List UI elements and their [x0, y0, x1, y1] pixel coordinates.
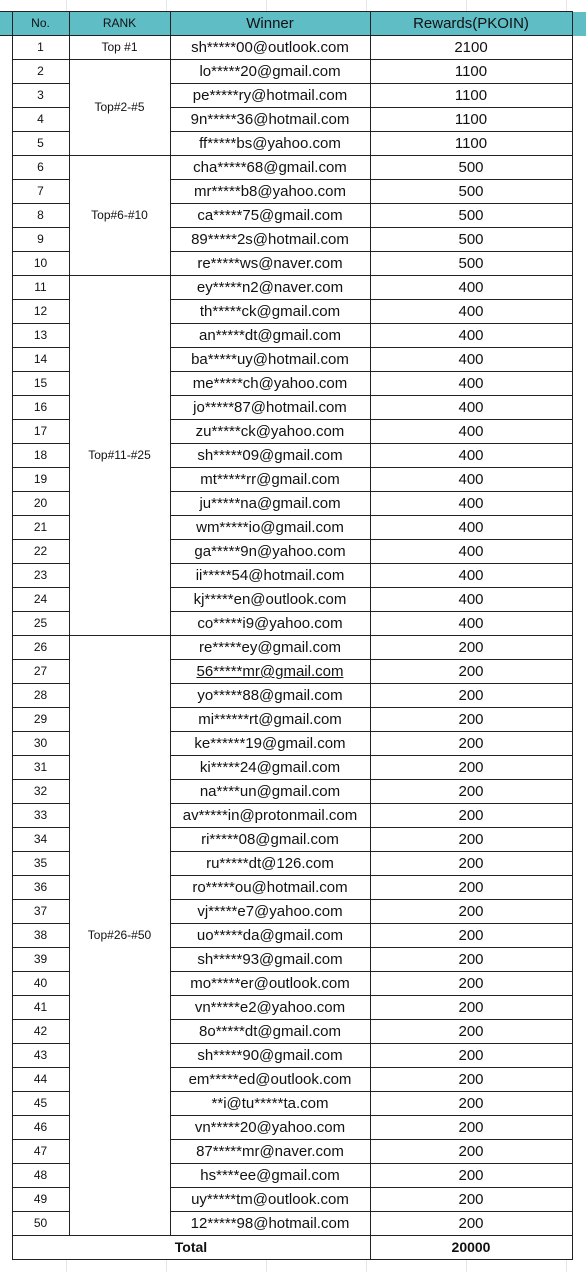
cell-reward[interactable]: 200: [370, 996, 572, 1020]
row-spacer: [572, 1116, 586, 1140]
cell-reward[interactable]: 1100: [370, 132, 572, 156]
cell-no[interactable]: 37: [12, 900, 69, 924]
cell-winner[interactable]: uy*****tm@outlook.com: [170, 1188, 370, 1212]
cell-no[interactable]: 13: [12, 324, 69, 348]
cell-winner[interactable]: hs****ee@gmail.com: [170, 1164, 370, 1188]
cell-no[interactable]: 2: [12, 60, 69, 84]
row-lead-cell: [0, 180, 12, 204]
cell-reward[interactable]: 400: [370, 492, 572, 516]
row-lead-cell: [0, 900, 12, 924]
row-spacer: [572, 1020, 586, 1044]
cell-no[interactable]: 38: [12, 924, 69, 948]
row-lead-cell: [0, 876, 12, 900]
cell-winner[interactable]: 89*****2s@hotmail.com: [170, 228, 370, 252]
header-rank[interactable]: RANK: [69, 12, 170, 36]
cell-reward[interactable]: 200: [370, 1188, 572, 1212]
row-spacer: [572, 1092, 586, 1116]
cell-winner[interactable]: ru*****dt@126.com: [170, 852, 370, 876]
cell-no[interactable]: 21: [12, 516, 69, 540]
cell-winner[interactable]: vn*****20@yahoo.com: [170, 1116, 370, 1140]
cell-no[interactable]: 7: [12, 180, 69, 204]
cell-winner[interactable]: yo*****88@gmail.com: [170, 684, 370, 708]
cell-winner[interactable]: re*****ws@naver.com: [170, 252, 370, 276]
row-lead-cell: [0, 852, 12, 876]
cell-winner[interactable]: mo*****er@outlook.com: [170, 972, 370, 996]
cell-winner[interactable]: mt*****rr@gmail.com: [170, 468, 370, 492]
row-spacer: [572, 276, 586, 300]
row-lead-cell: [0, 780, 12, 804]
row-spacer: [572, 1212, 586, 1236]
cell-no[interactable]: 18: [12, 444, 69, 468]
total-value[interactable]: 20000: [370, 1236, 572, 1260]
row-spacer: [572, 900, 586, 924]
cell-winner[interactable]: mr*****b8@yahoo.com: [170, 180, 370, 204]
row-spacer: [572, 516, 586, 540]
row-spacer: [572, 852, 586, 876]
cell-no[interactable]: 34: [12, 828, 69, 852]
cell-reward[interactable]: 400: [370, 444, 572, 468]
cell-winner[interactable]: ba*****uy@hotmail.com: [170, 348, 370, 372]
table-footer: [0, 1236, 586, 1260]
row-lead-cell: [0, 324, 12, 348]
cell-reward[interactable]: 200: [370, 684, 572, 708]
cell-winner[interactable]: 9n*****36@hotmail.com: [170, 108, 370, 132]
cell-no[interactable]: 46: [12, 1116, 69, 1140]
cell-reward[interactable]: 1100: [370, 84, 572, 108]
row-lead-cell: [0, 516, 12, 540]
cell-no[interactable]: 6: [12, 156, 69, 180]
cell-winner[interactable]: co*****i9@yahoo.com: [170, 612, 370, 636]
cell-winner[interactable]: vj*****e7@yahoo.com: [170, 900, 370, 924]
cell-reward[interactable]: 200: [370, 972, 572, 996]
cell-no[interactable]: 26: [12, 636, 69, 660]
row-lead-cell: [0, 276, 12, 300]
cell-no[interactable]: 14: [12, 348, 69, 372]
row-lead-cell: [0, 36, 12, 60]
header-row: [0, 12, 586, 36]
row-spacer: [572, 204, 586, 228]
cell-no[interactable]: 27: [12, 660, 69, 684]
row-spacer: [572, 300, 586, 324]
cell-no[interactable]: 23: [12, 564, 69, 588]
cell-reward[interactable]: 400: [370, 300, 572, 324]
cell-no[interactable]: 50: [12, 1212, 69, 1236]
cell-reward[interactable]: 200: [370, 1140, 572, 1164]
table-row: [0, 60, 586, 84]
cell-rank-group[interactable]: Top #1: [69, 36, 170, 60]
cell-no[interactable]: 32: [12, 780, 69, 804]
row-lead-cell: [0, 204, 12, 228]
cell-no[interactable]: 49: [12, 1188, 69, 1212]
row-lead-cell: [0, 996, 12, 1020]
cell-no[interactable]: 33: [12, 804, 69, 828]
cell-reward[interactable]: 200: [370, 1092, 572, 1116]
cell-reward[interactable]: 200: [370, 1116, 572, 1140]
cell-reward[interactable]: 400: [370, 588, 572, 612]
cell-no[interactable]: 44: [12, 1068, 69, 1092]
cell-winner[interactable]: 87*****mr@naver.com: [170, 1140, 370, 1164]
cell-no[interactable]: 1: [12, 36, 69, 60]
row-lead-cell: [0, 732, 12, 756]
cell-no[interactable]: 35: [12, 852, 69, 876]
cell-no[interactable]: 3: [12, 84, 69, 108]
cell-no[interactable]: 9: [12, 228, 69, 252]
cell-reward[interactable]: 400: [370, 372, 572, 396]
cell-no[interactable]: 39: [12, 948, 69, 972]
row-lead-cell: [0, 372, 12, 396]
row-lead-cell: [0, 84, 12, 108]
cell-winner[interactable]: ff*****bs@yahoo.com: [170, 132, 370, 156]
row-lead-cell: [0, 540, 12, 564]
cell-reward[interactable]: 500: [370, 252, 572, 276]
cell-winner[interactable]: ro*****ou@hotmail.com: [170, 876, 370, 900]
table-header: [0, 12, 586, 36]
cell-winner[interactable]: sh*****00@outlook.com: [170, 36, 370, 60]
cell-reward[interactable]: 200: [370, 1020, 572, 1044]
cell-reward[interactable]: 200: [370, 828, 572, 852]
row-lead-cell: [0, 1212, 12, 1236]
cell-reward[interactable]: 500: [370, 156, 572, 180]
row-spacer: [572, 756, 586, 780]
header-winner[interactable]: Winner: [170, 12, 370, 36]
cell-no[interactable]: 43: [12, 1044, 69, 1068]
row-lead-cell: [0, 156, 12, 180]
table-row: [0, 276, 586, 300]
rewards-table: [0, 11, 586, 1260]
row-spacer: [572, 324, 586, 348]
cell-reward[interactable]: 200: [370, 780, 572, 804]
cell-reward[interactable]: 400: [370, 564, 572, 588]
header-no[interactable]: No.: [12, 12, 69, 36]
cell-reward[interactable]: 400: [370, 348, 572, 372]
cell-reward[interactable]: 200: [370, 732, 572, 756]
row-lead-cell: [0, 564, 12, 588]
cell-no[interactable]: 31: [12, 756, 69, 780]
row-lead-cell: [0, 1140, 12, 1164]
table-row: [0, 156, 586, 180]
row-lead-cell: [0, 708, 12, 732]
cell-reward[interactable]: 200: [370, 804, 572, 828]
row-lead-cell: [0, 636, 12, 660]
cell-reward[interactable]: 200: [370, 876, 572, 900]
cell-rank-group[interactable]: Top#6-#10: [69, 156, 170, 276]
cell-winner[interactable]: ki*****24@gmail.com: [170, 756, 370, 780]
cell-reward[interactable]: 400: [370, 468, 572, 492]
row-lead-cell: [0, 1116, 12, 1140]
row-spacer: [572, 468, 586, 492]
row-spacer: [572, 564, 586, 588]
table-row: [0, 36, 586, 60]
cell-no[interactable]: 19: [12, 468, 69, 492]
cell-winner[interactable]: av*****in@protonmail.com: [170, 804, 370, 828]
cell-winner[interactable]: mi******rt@gmail.com: [170, 708, 370, 732]
row-lead-cell: [0, 1044, 12, 1068]
row-lead-cell: [0, 924, 12, 948]
row-lead-cell: [0, 300, 12, 324]
row-spacer: [572, 828, 586, 852]
row-spacer: [572, 156, 586, 180]
cell-reward[interactable]: 200: [370, 636, 572, 660]
row-lead-cell: [0, 1068, 12, 1092]
cell-reward[interactable]: 200: [370, 852, 572, 876]
row-spacer: [572, 252, 586, 276]
cell-reward[interactable]: 1100: [370, 60, 572, 84]
cell-reward[interactable]: 400: [370, 276, 572, 300]
cell-no[interactable]: 40: [12, 972, 69, 996]
cell-winner[interactable]: na****un@gmail.com: [170, 780, 370, 804]
cell-no[interactable]: 10: [12, 252, 69, 276]
row-lead-cell: [0, 420, 12, 444]
cell-reward[interactable]: 200: [370, 948, 572, 972]
cell-winner[interactable]: ju*****na@gmail.com: [170, 492, 370, 516]
row-spacer: [572, 660, 586, 684]
row-spacer: [572, 36, 586, 60]
cell-no[interactable]: 28: [12, 684, 69, 708]
cell-no[interactable]: 17: [12, 420, 69, 444]
row-spacer: [572, 780, 586, 804]
cell-winner[interactable]: uo*****da@gmail.com: [170, 924, 370, 948]
cell-no[interactable]: 16: [12, 396, 69, 420]
cell-winner[interactable]: ca*****75@gmail.com: [170, 204, 370, 228]
cell-winner[interactable]: **i@tu*****ta.com: [170, 1092, 370, 1116]
cell-reward[interactable]: 1100: [370, 108, 572, 132]
row-lead-cell: [0, 252, 12, 276]
cell-winner[interactable]: an*****dt@gmail.com: [170, 324, 370, 348]
row-spacer: [572, 1044, 586, 1068]
cell-reward[interactable]: 400: [370, 396, 572, 420]
row-spacer: [572, 612, 586, 636]
row-spacer: [572, 396, 586, 420]
cell-winner[interactable]: ke******19@gmail.com: [170, 732, 370, 756]
cell-no[interactable]: 5: [12, 132, 69, 156]
cell-no[interactable]: 24: [12, 588, 69, 612]
table-row: [0, 636, 586, 660]
cell-no[interactable]: 25: [12, 612, 69, 636]
row-spacer: [572, 372, 586, 396]
row-spacer: [572, 180, 586, 204]
row-spacer: [572, 1188, 586, 1212]
cell-winner[interactable]: jo*****87@hotmail.com: [170, 396, 370, 420]
cell-winner[interactable]: zu*****ck@yahoo.com: [170, 420, 370, 444]
row-spacer: [572, 348, 586, 372]
row-lead-cell: [0, 396, 12, 420]
cell-no[interactable]: 30: [12, 732, 69, 756]
row-lead-cell: [0, 612, 12, 636]
row-spacer: [572, 540, 586, 564]
row-lead-cell: [0, 132, 12, 156]
cell-winner[interactable]: sh*****93@gmail.com: [170, 948, 370, 972]
row-lead-cell: [0, 444, 12, 468]
row-lead-cell: [0, 228, 12, 252]
row-lead-cell: [0, 1164, 12, 1188]
row-spacer: [572, 948, 586, 972]
cell-winner[interactable]: em*****ed@outlook.com: [170, 1068, 370, 1092]
row-spacer: [572, 924, 586, 948]
cell-winner[interactable]: ey*****n2@naver.com: [170, 276, 370, 300]
cell-reward[interactable]: 500: [370, 204, 572, 228]
row-lead-cell: [0, 828, 12, 852]
cell-winner[interactable]: 56*****mr@gmail.com: [170, 660, 370, 684]
cell-reward[interactable]: 200: [370, 1044, 572, 1068]
cell-no[interactable]: 11: [12, 276, 69, 300]
row-spacer: [572, 996, 586, 1020]
row-spacer: [572, 60, 586, 84]
cell-reward[interactable]: 500: [370, 228, 572, 252]
cell-winner[interactable]: pe*****ry@hotmail.com: [170, 84, 370, 108]
row-spacer: [572, 972, 586, 996]
cell-rank-group[interactable]: Top#2-#5: [69, 60, 170, 156]
cell-reward[interactable]: 200: [370, 1164, 572, 1188]
cell-reward[interactable]: 200: [370, 756, 572, 780]
row-lead-cell: [0, 60, 12, 84]
cell-no[interactable]: 41: [12, 996, 69, 1020]
cell-rank-group[interactable]: Top#26-#50: [69, 636, 170, 1236]
row-lead-cell: [0, 1020, 12, 1044]
cell-reward[interactable]: 400: [370, 516, 572, 540]
row-spacer: [572, 1140, 586, 1164]
cell-winner[interactable]: kj*****en@outlook.com: [170, 588, 370, 612]
row-spacer: [572, 108, 586, 132]
row-lead-cell: [0, 108, 12, 132]
cell-winner[interactable]: cha*****68@gmail.com: [170, 156, 370, 180]
total-spacer: [572, 1236, 586, 1260]
row-lead-cell: [0, 972, 12, 996]
row-lead-cell: [0, 468, 12, 492]
row-lead-cell: [0, 756, 12, 780]
row-lead-cell: [0, 660, 12, 684]
cell-no[interactable]: 36: [12, 876, 69, 900]
cell-reward[interactable]: 200: [370, 924, 572, 948]
row-spacer: [572, 732, 586, 756]
cell-no[interactable]: 29: [12, 708, 69, 732]
cell-no[interactable]: 47: [12, 1140, 69, 1164]
cell-winner[interactable]: 8o*****dt@gmail.com: [170, 1020, 370, 1044]
row-spacer: [572, 132, 586, 156]
cell-no[interactable]: 48: [12, 1164, 69, 1188]
row-spacer: [572, 876, 586, 900]
row-spacer: [572, 444, 586, 468]
cell-winner[interactable]: vn*****e2@yahoo.com: [170, 996, 370, 1020]
cell-no[interactable]: 22: [12, 540, 69, 564]
row-spacer: [572, 684, 586, 708]
total-lead-cell: [0, 1236, 12, 1260]
row-spacer: [572, 492, 586, 516]
cell-winner[interactable]: wm*****io@gmail.com: [170, 516, 370, 540]
row-lead-cell: [0, 804, 12, 828]
cell-reward[interactable]: 200: [370, 708, 572, 732]
table-body: [0, 36, 586, 1236]
cell-winner[interactable]: sh*****09@gmail.com: [170, 444, 370, 468]
row-spacer: [572, 588, 586, 612]
cell-reward[interactable]: 500: [370, 180, 572, 204]
cell-no[interactable]: 42: [12, 1020, 69, 1044]
cell-reward[interactable]: 400: [370, 324, 572, 348]
cell-winner[interactable]: ga*****9n@yahoo.com: [170, 540, 370, 564]
row-lead-cell: [0, 1188, 12, 1212]
row-spacer: [572, 804, 586, 828]
cell-reward[interactable]: 200: [370, 1068, 572, 1092]
header-spacer: [572, 12, 586, 36]
header-lead-cell: [0, 12, 12, 36]
row-spacer: [572, 1068, 586, 1092]
row-spacer: [572, 708, 586, 732]
cell-no[interactable]: 15: [12, 372, 69, 396]
cell-reward[interactable]: 200: [370, 900, 572, 924]
row-lead-cell: [0, 1092, 12, 1116]
row-spacer: [572, 420, 586, 444]
row-lead-cell: [0, 492, 12, 516]
cell-reward[interactable]: 400: [370, 540, 572, 564]
total-row: [0, 1236, 586, 1260]
row-lead-cell: [0, 684, 12, 708]
cell-no[interactable]: 45: [12, 1092, 69, 1116]
row-spacer: [572, 84, 586, 108]
cell-winner[interactable]: th*****ck@gmail.com: [170, 300, 370, 324]
row-spacer: [572, 1164, 586, 1188]
cell-winner[interactable]: ii*****54@hotmail.com: [170, 564, 370, 588]
cell-reward[interactable]: 2100: [370, 36, 572, 60]
cell-no[interactable]: 20: [12, 492, 69, 516]
header-rewards[interactable]: Rewards(PKOIN): [370, 12, 572, 36]
row-lead-cell: [0, 588, 12, 612]
row-spacer: [572, 228, 586, 252]
total-label[interactable]: Total: [12, 1236, 370, 1260]
cell-winner[interactable]: lo*****20@gmail.com: [170, 60, 370, 84]
cell-reward[interactable]: 400: [370, 420, 572, 444]
cell-winner[interactable]: re*****ey@gmail.com: [170, 636, 370, 660]
cell-no[interactable]: 12: [12, 300, 69, 324]
cell-winner[interactable]: sh*****90@gmail.com: [170, 1044, 370, 1068]
cell-winner[interactable]: ri*****08@gmail.com: [170, 828, 370, 852]
cell-no[interactable]: 4: [12, 108, 69, 132]
cell-reward[interactable]: 200: [370, 660, 572, 684]
row-lead-cell: [0, 948, 12, 972]
cell-reward[interactable]: 400: [370, 612, 572, 636]
cell-rank-group[interactable]: Top#11-#25: [69, 276, 170, 636]
cell-winner[interactable]: me*****ch@yahoo.com: [170, 372, 370, 396]
cell-reward[interactable]: 200: [370, 1212, 572, 1236]
row-lead-cell: [0, 348, 12, 372]
cell-no[interactable]: 8: [12, 204, 69, 228]
cell-winner[interactable]: 12*****98@hotmail.com: [170, 1212, 370, 1236]
row-spacer: [572, 636, 586, 660]
